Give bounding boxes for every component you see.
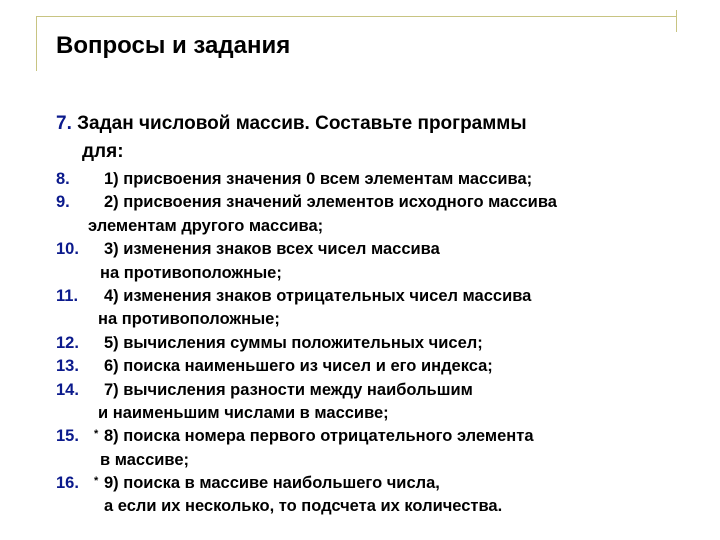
item-text: 3) изменения знаков всех чисел массива (104, 240, 440, 259)
intro-text: Задан числовой массив. Составьте программы (77, 113, 527, 134)
item-number: 10. (56, 240, 79, 259)
item-text: 7) вычисления разности между наибольшим (104, 380, 473, 399)
item-text: 5) вычисления суммы положительных чисел; (104, 333, 483, 352)
item-number: 14. (56, 380, 79, 399)
item-number: 15. (56, 427, 79, 446)
item-number: 12. (56, 333, 79, 352)
item-text: 8) поиска номера первого отрицательного элемента (104, 427, 534, 446)
item-text: 1) присвоения значения 0 всем элементам массива; (104, 170, 533, 188)
item-text: а если их несколько, то подсчета их количества. (104, 497, 503, 516)
task-intro (56, 110, 527, 166)
item-text: 9) поиска в массиве наибольшего числа, (104, 474, 440, 493)
star-marker: * (94, 475, 99, 488)
item-text: элементам другого массива; (88, 216, 324, 235)
slide-title: Вопросы и задания (56, 32, 291, 59)
intro-number: 7. (56, 113, 72, 134)
item-number: 16. (56, 474, 79, 493)
frame-left-line (36, 16, 37, 71)
item-text: и наименьшим числами в массиве; (98, 403, 389, 422)
item-text: на противоположные; (98, 310, 280, 329)
item-text: 4) изменения знаков отрицательных чисел массива (104, 286, 532, 305)
item-text: на противоположные; (100, 263, 282, 282)
star-marker: * (94, 428, 99, 441)
item-text: в массиве; (100, 450, 189, 469)
item-text: 2) присвоения значений элементов исходного массива (104, 193, 557, 212)
item-number: 9. (56, 193, 70, 212)
frame-right-line (676, 10, 677, 32)
item-text: 6) поиска наименьшего из чисел и его индекса; (104, 357, 493, 376)
item-number: 13. (56, 357, 79, 376)
frame-top-line (36, 16, 676, 17)
item-number: 11. (56, 286, 79, 305)
intro-text-continued: для: (82, 141, 124, 162)
item-number: 8. (56, 170, 70, 188)
